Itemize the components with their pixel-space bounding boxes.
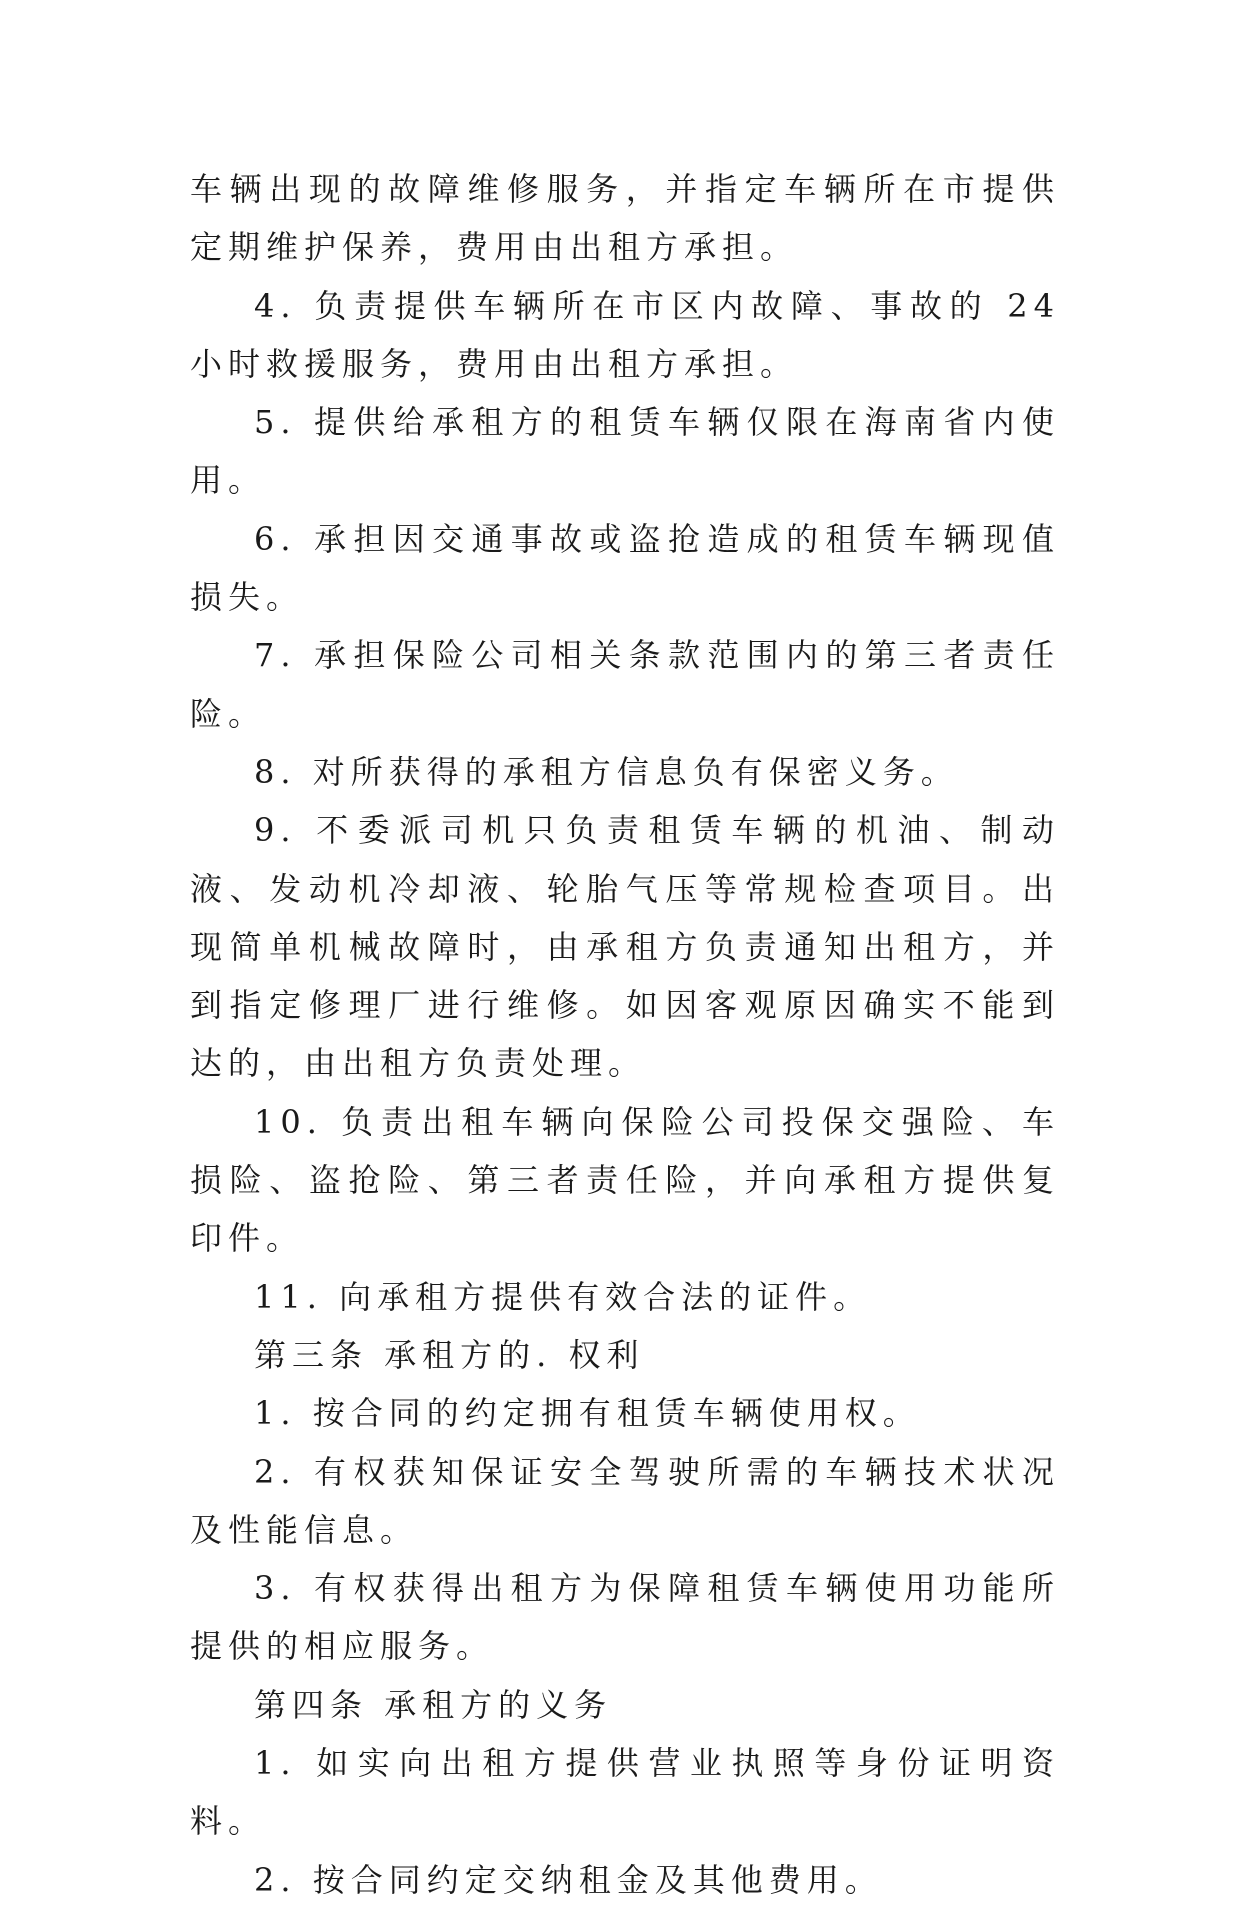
paragraph-item-11: 11. 向承租方提供有效合法的证件。	[254, 1277, 872, 1316]
document-body	[190, 160, 1060, 1909]
paragraph-rights-2: 2. 有权获知保证安全驾驶所需的车辆技术状况及性能信息。	[190, 1452, 1060, 1549]
paragraph-item-9: 9. 不委派司机只负责租赁车辆的机油、制动液、发动机冷却液、轮胎气压等常规检查项目。出现简单机械故障时，由承租方负责通知出租方，并到指定修理厂进行维修。如因客观原因确实不能到达的，由出租方负责处理。	[190, 811, 1060, 1083]
paragraph-item-7: 7. 承担保险公司相关条款范围内的第三者责任险。	[190, 636, 1060, 733]
paragraph-item-10: 10. 负责出租车辆向保险公司投保交强险、车损险、盗抢险、第三者责任险，并向承租方提供复印件。	[190, 1102, 1060, 1258]
paragraph-item-5: 5. 提供给承租方的租赁车辆仅限在海南省内使用。	[190, 403, 1060, 500]
paragraph-item-6: 6. 承担因交通事故或盗抢造成的租赁车辆现值损失。	[190, 519, 1060, 617]
paragraph-duties-1: 1. 如实向出租方提供营业执照等身份证明资料。	[190, 1744, 1060, 1841]
section-heading-article-4: 第四条 承租方的义务	[254, 1685, 613, 1724]
paragraph-item-8: 8. 对所获得的承租方信息负有保密义务。	[254, 752, 959, 791]
paragraph-continuation: 车辆出现的故障维修服务，并指定车辆所在市提供定期维护保养，费用由出租方承担。	[190, 170, 1060, 267]
paragraph-item-4: 4. 负责提供车辆所在市区内故障、事故的 24 小时救援服务，费用由出租方承担。	[190, 286, 1060, 383]
paragraph-duties-2: 2. 按合同约定交纳租金及其他费用。	[254, 1860, 883, 1899]
paragraph-rights-1: 1. 按合同的约定拥有租赁车辆使用权。	[254, 1394, 921, 1433]
section-heading-article-3: 第三条 承租方的. 权利	[254, 1335, 645, 1374]
paragraph-rights-3: 3. 有权获得出租方为保障租赁车辆使用功能所提供的相应服务。	[190, 1569, 1060, 1666]
